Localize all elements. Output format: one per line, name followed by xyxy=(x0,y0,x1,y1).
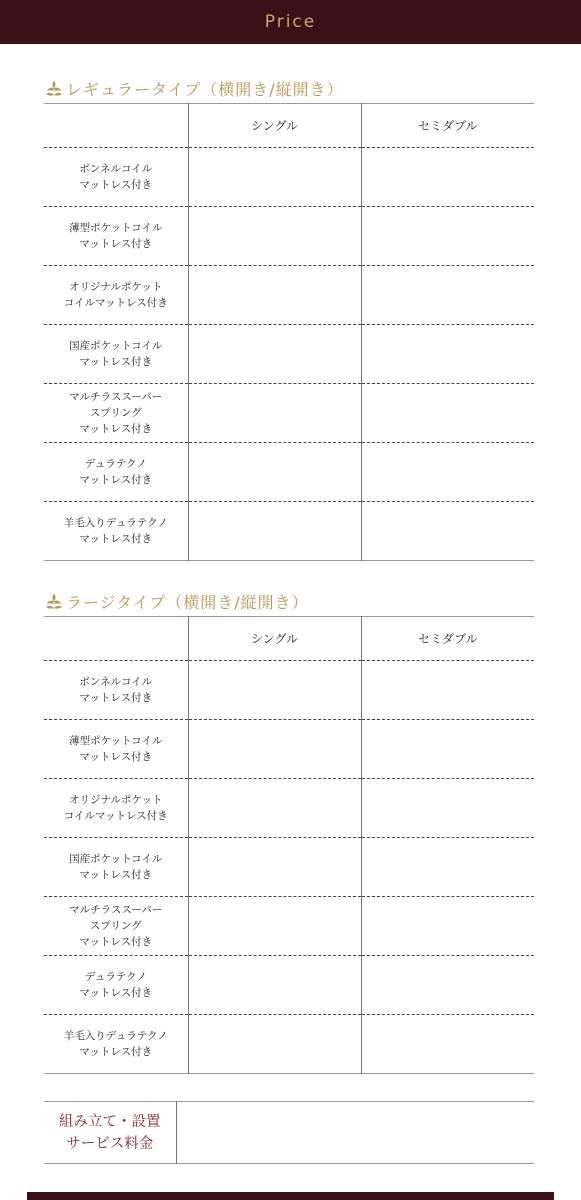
assembly-service-table xyxy=(44,1101,534,1164)
table-row xyxy=(44,502,534,561)
section-title: レギュラータイプ（横開き/縦開き） xyxy=(66,79,344,99)
column-header-blank xyxy=(44,617,188,661)
section-title: ラージタイプ（横開き/縦開き） xyxy=(66,592,309,612)
column-header-single: シングル xyxy=(188,104,361,148)
table-row xyxy=(44,720,534,779)
table-row xyxy=(44,325,534,384)
price-cell-semi-double xyxy=(361,779,534,838)
page-header xyxy=(0,0,581,44)
section-heading xyxy=(44,586,534,616)
price-cell-single xyxy=(188,148,361,207)
table-row xyxy=(44,384,534,443)
row-label: ボンネルコイル マットレス付き xyxy=(79,676,153,704)
price-cell-single xyxy=(188,384,361,443)
row-label: オリジナルポケット コイルマットレス付き xyxy=(63,794,168,822)
price-cell-semi-double xyxy=(361,897,534,956)
price-cell-semi-double xyxy=(361,325,534,384)
row-label: マルチラススーパー スプリング マットレス付き xyxy=(69,904,163,948)
row-label: マルチラススーパー スプリング マットレス付き xyxy=(69,391,163,435)
price-cell-single xyxy=(188,266,361,325)
price-cell-single xyxy=(188,838,361,897)
price-table xyxy=(44,103,534,561)
column-header-semi-double: セミダブル xyxy=(361,617,534,661)
price-cell-semi-double xyxy=(361,384,534,443)
price-cell-semi-double xyxy=(361,838,534,897)
row-label: 国産ポケットコイル マットレス付き xyxy=(69,340,163,368)
column-header-blank xyxy=(44,104,188,148)
section-regular xyxy=(44,73,534,561)
column-header-semi-double: セミダブル xyxy=(361,104,534,148)
assembly-service-label: 組み立て・設置 サービス料金 xyxy=(44,1102,176,1164)
price-cell-single xyxy=(188,720,361,779)
price-cell-semi-double xyxy=(361,720,534,779)
table-row xyxy=(44,1015,534,1074)
table-row xyxy=(44,838,534,897)
row-label: 薄型ポケットコイル マットレス付き xyxy=(69,222,163,250)
fleur-ornament-icon xyxy=(44,79,64,97)
row-label: 羊毛入りデュラテクノ マットレス付き xyxy=(63,1030,168,1058)
row-label: オリジナルポケット コイルマットレス付き xyxy=(63,281,168,309)
section-large xyxy=(44,586,534,1074)
table-row xyxy=(44,661,534,720)
price-cell-single xyxy=(188,325,361,384)
table-row xyxy=(44,148,534,207)
table-row xyxy=(44,779,534,838)
row-label: 薄型ポケットコイル マットレス付き xyxy=(69,735,163,763)
assembly-service-price xyxy=(176,1102,534,1164)
footer-bar xyxy=(27,1192,554,1200)
row-label: 国産ポケットコイル マットレス付き xyxy=(69,853,163,881)
section-heading xyxy=(44,73,534,103)
price-cell-semi-double xyxy=(361,148,534,207)
table-row xyxy=(44,956,534,1015)
price-cell-single xyxy=(188,661,361,720)
fleur-ornament-icon xyxy=(44,592,64,610)
price-cell-single xyxy=(188,443,361,502)
table-row xyxy=(44,443,534,502)
row-label: 羊毛入りデュラテクノ マットレス付き xyxy=(63,517,168,545)
price-cell-semi-double xyxy=(361,661,534,720)
price-cell-semi-double xyxy=(361,502,534,561)
column-header-single: シングル xyxy=(188,617,361,661)
price-cell-semi-double xyxy=(361,1015,534,1074)
price-cell-semi-double xyxy=(361,956,534,1015)
price-cell-single xyxy=(188,897,361,956)
table-row xyxy=(44,897,534,956)
price-cell-semi-double xyxy=(361,443,534,502)
price-cell-single xyxy=(188,207,361,266)
price-cell-single xyxy=(188,502,361,561)
row-label: デュラテクノ マットレス付き xyxy=(79,971,153,999)
price-cell-single xyxy=(188,779,361,838)
table-row xyxy=(44,207,534,266)
price-cell-single xyxy=(188,1015,361,1074)
price-cell-semi-double xyxy=(361,207,534,266)
row-label: デュラテクノ マットレス付き xyxy=(79,458,153,486)
row-label: ボンネルコイル マットレス付き xyxy=(79,163,153,191)
header-title: Price xyxy=(264,12,317,32)
table-row xyxy=(44,266,534,325)
price-cell-semi-double xyxy=(361,266,534,325)
price-table xyxy=(44,616,534,1074)
price-cell-single xyxy=(188,956,361,1015)
